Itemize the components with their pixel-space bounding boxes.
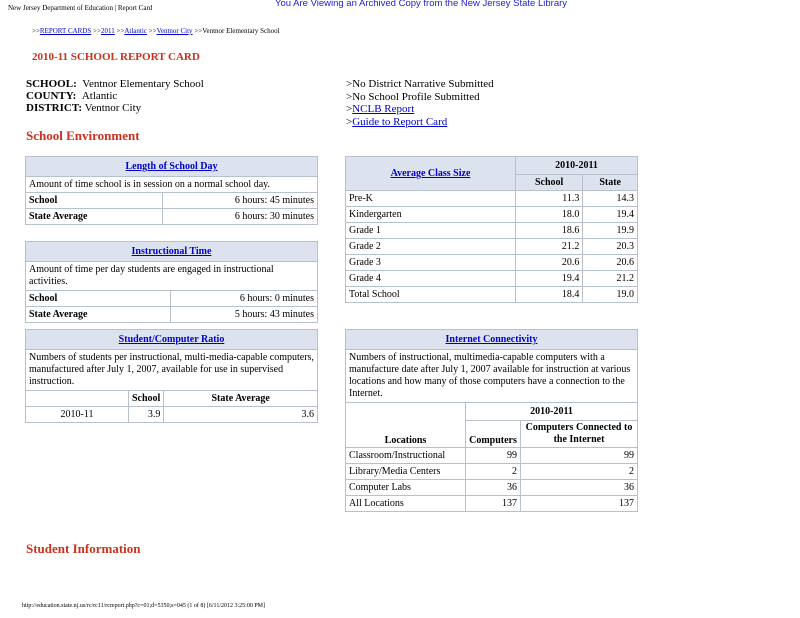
cell-school: 18.6 bbox=[516, 223, 583, 239]
cell-connected: 36 bbox=[521, 480, 638, 496]
footer-url: http://education.state.nj.us/rc/rc11/rcreport.php?c=01;d=5350;s=045 (1 of 8) [6/11/2012 3:25:00 PM] bbox=[22, 603, 265, 609]
length-day-desc: Amount of time school is in session on a normal school day. bbox=[26, 177, 318, 193]
breadcrumb bbox=[32, 27, 280, 35]
col-state-average: State Average bbox=[164, 391, 318, 407]
row-label: State Average bbox=[26, 307, 171, 323]
district-value: Ventnor City bbox=[84, 102, 142, 114]
table-row bbox=[346, 480, 638, 496]
student-computer-ratio-link[interactable]: Student/Computer Ratio bbox=[118, 334, 225, 345]
breadcrumb-sep: >> bbox=[146, 27, 157, 35]
cell-label: Grade 3 bbox=[346, 255, 516, 271]
internet-connectivity-link[interactable]: Internet Connectivity bbox=[445, 334, 538, 345]
cell-school: 20.6 bbox=[516, 255, 583, 271]
table-row bbox=[26, 193, 318, 209]
breadcrumb-sep: >> bbox=[192, 27, 203, 35]
breadcrumb-year[interactable]: 2011 bbox=[100, 27, 115, 35]
school-info bbox=[26, 78, 204, 114]
instructional-time-link[interactable]: Instructional Time bbox=[131, 246, 212, 257]
class-size-caption bbox=[346, 157, 516, 191]
internet-caption bbox=[346, 330, 638, 350]
cell-label: Kindergarten bbox=[346, 207, 516, 223]
district-narrative-note: >No District Narrative Submitted bbox=[346, 78, 494, 90]
cell-label: Classroom/Instructional bbox=[346, 448, 466, 464]
table-row bbox=[346, 191, 638, 207]
table-row bbox=[346, 239, 638, 255]
row-label: School bbox=[26, 193, 163, 209]
col-school: School bbox=[129, 391, 164, 407]
col-computers: Computers bbox=[466, 421, 521, 448]
cell-state: 19.0 bbox=[583, 287, 638, 303]
row-value: 5 hours: 43 minutes bbox=[171, 307, 318, 323]
internet-connectivity-table bbox=[345, 329, 638, 512]
class-size-year: 2010-2011 bbox=[516, 157, 638, 175]
school-label: SCHOOL: bbox=[26, 78, 77, 90]
table-row bbox=[346, 223, 638, 239]
table-row bbox=[346, 464, 638, 480]
cell-state: 21.2 bbox=[583, 271, 638, 287]
guide-link[interactable]: Guide to Report Card bbox=[352, 115, 448, 128]
cell-state: 19.9 bbox=[583, 223, 638, 239]
county-label: COUNTY: bbox=[26, 90, 77, 102]
page-title: 2010-11 SCHOOL REPORT CARD bbox=[32, 51, 200, 63]
cell-school: 11.3 bbox=[516, 191, 583, 207]
table-row bbox=[346, 448, 638, 464]
col-school: School bbox=[516, 175, 583, 191]
table-row bbox=[26, 209, 318, 225]
cell-connected: 99 bbox=[521, 448, 638, 464]
length-of-school-day-table bbox=[25, 156, 318, 225]
col-state: State bbox=[583, 175, 638, 191]
length-day-caption bbox=[26, 157, 318, 177]
row-value: 6 hours: 0 minutes bbox=[171, 291, 318, 307]
ratio-caption bbox=[26, 330, 318, 350]
cell-state: 20.3 bbox=[583, 239, 638, 255]
cell-school: 18.4 bbox=[516, 287, 583, 303]
average-class-size-table bbox=[345, 156, 638, 303]
col-locations: Locations bbox=[346, 403, 466, 448]
table-row bbox=[346, 496, 638, 512]
cell-computers: 36 bbox=[466, 480, 521, 496]
ratio-desc: Numbers of students per instructional, multi-media-capable computers, manufactured after July 1, 2007, available for use in supervised instruction. bbox=[26, 350, 318, 391]
link-prefix: > bbox=[346, 103, 353, 115]
school-profile-note: >No School Profile Submitted bbox=[346, 90, 480, 103]
average-class-size-link[interactable]: Average Class Size bbox=[390, 168, 471, 179]
col-connected: Computers Connected to the Internet bbox=[521, 421, 638, 448]
row-value: 6 hours: 45 minutes bbox=[163, 193, 318, 209]
instructional-desc: Amount of time per day students are engaged in instructional activities. bbox=[26, 262, 318, 291]
cell-school: 18.0 bbox=[516, 207, 583, 223]
section-school-environment: School Environment bbox=[26, 128, 140, 143]
internet-rows bbox=[346, 448, 638, 512]
cell-connected: 137 bbox=[521, 496, 638, 512]
instructional-caption bbox=[26, 242, 318, 262]
breadcrumb-sep: >> bbox=[91, 27, 101, 35]
table-row bbox=[346, 255, 638, 271]
cell-state: 20.6 bbox=[583, 255, 638, 271]
table-row bbox=[26, 407, 318, 423]
length-of-school-day-link[interactable]: Length of School Day bbox=[125, 161, 218, 172]
cell-label: Computer Labs bbox=[346, 480, 466, 496]
district-label: DISTRICT: bbox=[26, 102, 83, 114]
section-student-information: Student Information bbox=[26, 541, 141, 556]
table-row bbox=[26, 307, 318, 323]
cell-school: 19.4 bbox=[516, 271, 583, 287]
row-label: State Average bbox=[26, 209, 163, 225]
table-row bbox=[346, 271, 638, 287]
cell-label: Grade 1 bbox=[346, 223, 516, 239]
breadcrumb-report-cards[interactable]: REPORT CARDS bbox=[39, 27, 92, 35]
breadcrumb-sep: >> bbox=[32, 27, 40, 35]
breadcrumb-sep: >> bbox=[114, 27, 125, 35]
cell-school: 21.2 bbox=[516, 239, 583, 255]
cell-label: Library/Media Centers bbox=[346, 464, 466, 480]
cell-computers: 137 bbox=[466, 496, 521, 512]
cell-connected: 2 bbox=[521, 464, 638, 480]
nclb-report-link[interactable]: NCLB Report bbox=[352, 103, 415, 115]
cell-computers: 99 bbox=[466, 448, 521, 464]
internet-year: 2010-2011 bbox=[466, 403, 638, 421]
link-prefix: > bbox=[346, 115, 353, 128]
header-blank bbox=[26, 391, 129, 407]
instructional-time-table bbox=[25, 241, 318, 323]
breadcrumb-district[interactable]: Ventnor City bbox=[156, 27, 193, 35]
cell-state: 19.4 bbox=[583, 207, 638, 223]
breadcrumb-county[interactable]: Atlantic bbox=[124, 27, 147, 35]
header-site-title: New Jersey Department of Education | Report Card bbox=[8, 4, 153, 12]
county-value: Atlantic bbox=[81, 90, 118, 102]
archive-notice: You Are Viewing an Archived Copy from the New Jersey State Library bbox=[275, 0, 568, 9]
breadcrumb-current: Ventnor Elementary School bbox=[202, 27, 280, 35]
row-year: 2010-11 bbox=[26, 407, 129, 423]
student-computer-ratio-table bbox=[25, 329, 318, 423]
cell-label: Total School bbox=[346, 287, 516, 303]
row-label: School bbox=[26, 291, 171, 307]
cell-label: Grade 2 bbox=[346, 239, 516, 255]
table-row bbox=[346, 207, 638, 223]
cell-computers: 2 bbox=[466, 464, 521, 480]
school-value: Ventnor Elementary School bbox=[82, 78, 204, 90]
cell-label: Grade 4 bbox=[346, 271, 516, 287]
side-links bbox=[346, 78, 494, 128]
cell-label: All Locations bbox=[346, 496, 466, 512]
internet-desc: Numbers of instructional, multimedia-capable computers with a manufacture date after July 1, 2007 available for instruction at various locations and how many of those computers have a connection to the Internet. bbox=[346, 350, 638, 403]
table-row bbox=[346, 287, 638, 303]
cell-state: 14.3 bbox=[583, 191, 638, 207]
class-size-rows bbox=[346, 191, 638, 303]
cell-label: Pre-K bbox=[346, 191, 516, 207]
table-header-row bbox=[26, 391, 318, 407]
row-value: 6 hours: 30 minutes bbox=[163, 209, 318, 225]
row-school-value: 3.9 bbox=[129, 407, 164, 423]
table-row bbox=[26, 291, 318, 307]
row-state-value: 3.6 bbox=[164, 407, 318, 423]
